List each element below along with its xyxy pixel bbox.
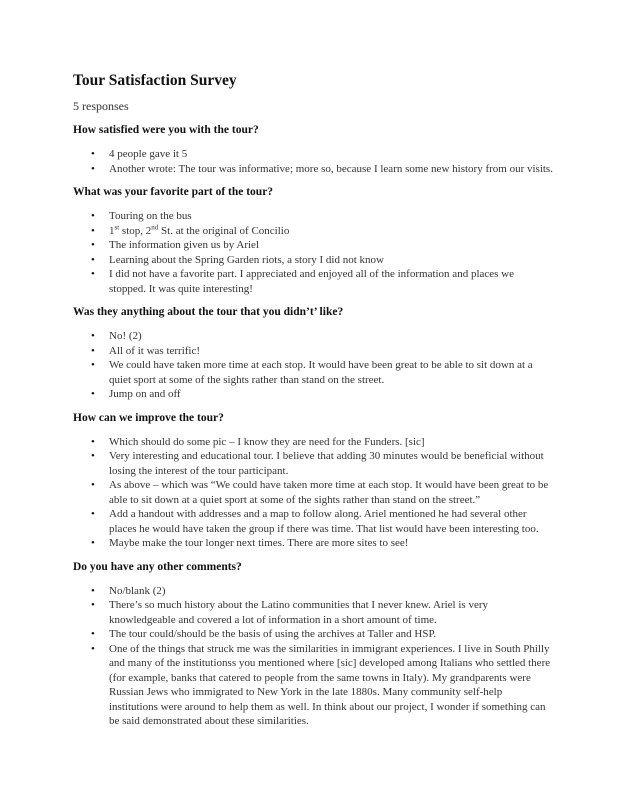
answer-list-other-comments	[73, 584, 553, 729]
question-dislikes: Was they anything about the tour that you didn’t’ like?	[73, 306, 344, 318]
list-item: • One of the things that struck me was the similarities in immigrant experiences. I live in South Philly and many of the institutionss you mentioned where [sic] developed among Italians who settled there (for example, banks that catered to people from the same towns in Italy). My grandparents were Russian Jews who immigrated to New York in the late 1880s. Many community self-help institutions were around to help them as well. In think about our project, I wonder if something can be said demonstrated about these similarities.	[91, 642, 551, 727]
question-improve: How can we improve the tour?	[73, 411, 224, 424]
list-item: • The information given us by Ariel	[91, 239, 259, 251]
list-item: • There’s so much history about the Latino communities that I never knew. Ariel is very knowledgeable and covered a lot of information in a short amount of time.	[91, 599, 489, 626]
bullet-icon: •	[91, 239, 95, 251]
bullet-icon: •	[91, 253, 95, 266]
list-item: • Touring on the bus	[91, 210, 192, 222]
bullet-icon: •	[91, 359, 95, 371]
bullet-icon: •	[91, 224, 95, 237]
bullet-icon: •	[91, 210, 95, 222]
bullet-icon: •	[91, 268, 95, 280]
bullet-icon: •	[91, 479, 95, 491]
answer-list-satisfaction	[73, 147, 553, 176]
list-item: • Add a handout with addresses and a map to follow along. Ariel mentioned he had several other places he would have taken the group if there was time. That list would have been interesting too.	[91, 508, 539, 535]
list-item: • No/blank (2)	[91, 584, 166, 597]
list-item: • 1st stop, 2nd St. at the original of Concilio	[91, 222, 290, 237]
bullet-icon: •	[91, 642, 95, 655]
bullet-icon: •	[91, 148, 95, 160]
question-other-comments: Do you have any other comments?	[73, 560, 242, 573]
question-satisfaction: How satisfied were you with the tour?	[73, 124, 259, 136]
list-item: • Which should do some pic – I know they are need for the Funders. [sic]	[91, 435, 425, 448]
list-item: • All of it was terrific!	[91, 344, 201, 357]
bullet-icon: •	[91, 599, 95, 611]
answer-list-favorite-part	[73, 209, 553, 296]
bullet-icon: •	[91, 435, 95, 448]
answer-list-improve	[73, 435, 553, 551]
list-item: • 4 people gave it 5	[91, 148, 188, 160]
bullet-icon: •	[91, 537, 95, 549]
list-item: • No! (2)	[91, 330, 142, 342]
list-item: • The tour could/should be the basis of using the archives at Taller and HSP.	[91, 628, 437, 640]
bullet-icon: •	[91, 584, 95, 597]
bullet-icon: •	[91, 162, 95, 175]
bullet-icon: •	[91, 450, 95, 462]
list-item: • We could have taken more time at each stop. It would have been great to be able to sit down at a quiet sport at some of the sights rather than stand on the street.	[91, 359, 533, 386]
list-item: • As above – which was “We could have taken more time at each stop. It would have been great to be able to sit down at a quiet sport at some of the sights rather than stand on the street.”	[91, 479, 549, 506]
bullet-icon: •	[91, 508, 95, 520]
list-item: • I did not have a favorite part. I appreciated and enjoyed all of the information and places we stopped. It was quite interesting!	[91, 268, 515, 295]
response-count: 5 responses	[73, 99, 129, 113]
bullet-icon: •	[91, 388, 95, 400]
list-item: • Jump on and off	[91, 388, 181, 400]
answer-list-dislikes	[73, 329, 553, 402]
bullet-icon: •	[91, 330, 95, 342]
question-favorite-part: What was your favorite part of the tour?	[73, 186, 274, 198]
list-item: • Maybe make the tour longer next times. There are more sites to see!	[91, 537, 409, 549]
survey-document	[73, 72, 553, 738]
list-item: • Another wrote: The tour was informative; more so, because I learn some new history from our visits.	[91, 162, 553, 175]
bullet-icon: •	[91, 344, 95, 357]
document-title: Tour Satisfaction Survey	[73, 72, 237, 89]
bullet-icon: •	[91, 628, 95, 640]
list-item: • Very interesting and educational tour. I believe that adding 30 minutes would be beneficial without losing the interest of the tour participant.	[91, 450, 544, 477]
list-item: • Learning about the Spring Garden riots, a story I did not know	[91, 253, 384, 266]
